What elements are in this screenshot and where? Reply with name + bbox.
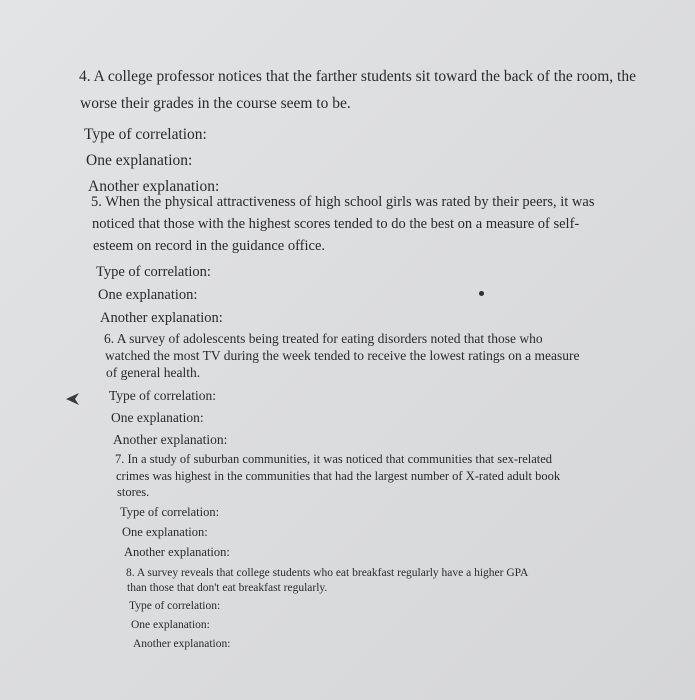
question-4-one-explanation-label: One explanation: <box>86 152 193 169</box>
question-5-line-2: noticed that those with the highest scores tended to do the best on a measure of self- <box>92 216 580 232</box>
question-6-type-label: Type of correlation: <box>109 388 217 403</box>
question-8-another-explanation-label: Another explanation: <box>133 638 231 650</box>
question-6-line-1: 6. A survey of adolescents being treated for eating disorders noted that those who <box>104 331 543 346</box>
question-4-type-label: Type of correlation: <box>84 126 207 143</box>
question-6-line-3: of general health. <box>106 365 201 380</box>
ink-dot <box>479 291 484 296</box>
question-7-type-label: Type of correlation: <box>120 505 220 519</box>
question-7-line-2: crimes was highest in the communities that had the largest number of X-rated adult book <box>116 469 561 483</box>
question-5-another-explanation-label: Another explanation: <box>100 310 223 326</box>
question-7-line-3: stores. <box>117 485 150 499</box>
question-5-line-1: 5. When the physical attractiveness of high school girls was rated by their peers, it was <box>91 194 595 210</box>
mouse-pointer-icon <box>66 392 80 410</box>
question-7-one-explanation-label: One explanation: <box>122 525 208 539</box>
question-8-one-explanation-label: One explanation: <box>131 619 210 631</box>
question-4-line-2: worse their grades in the course seem to be. <box>80 95 351 112</box>
question-8-line-1: 8. A survey reveals that college students who eat breakfast regularly have a higher GPA <box>126 567 529 579</box>
question-6-another-explanation-label: Another explanation: <box>113 432 228 447</box>
question-5-line-3: esteem on record in the guidance office. <box>93 238 326 254</box>
question-5-type-label: Type of correlation: <box>96 264 211 280</box>
question-5-one-explanation-label: One explanation: <box>98 287 198 303</box>
question-4-another-explanation-label: Another explanation: <box>88 178 220 195</box>
question-4-line-1: 4. A college professor notices that the farther students sit toward the back of the room, the <box>79 68 636 85</box>
question-6-one-explanation-label: One explanation: <box>111 410 204 425</box>
question-8-type-label: Type of correlation: <box>129 600 221 612</box>
question-7-another-explanation-label: Another explanation: <box>124 545 230 559</box>
question-6-line-2: watched the most TV during the week tended to receive the lowest ratings on a measure <box>105 348 580 363</box>
question-7-line-1: 7. In a study of suburban communities, it was noticed that communities that sex-related <box>115 452 553 466</box>
question-8-line-2: than those that don't eat breakfast regularly. <box>127 582 328 594</box>
